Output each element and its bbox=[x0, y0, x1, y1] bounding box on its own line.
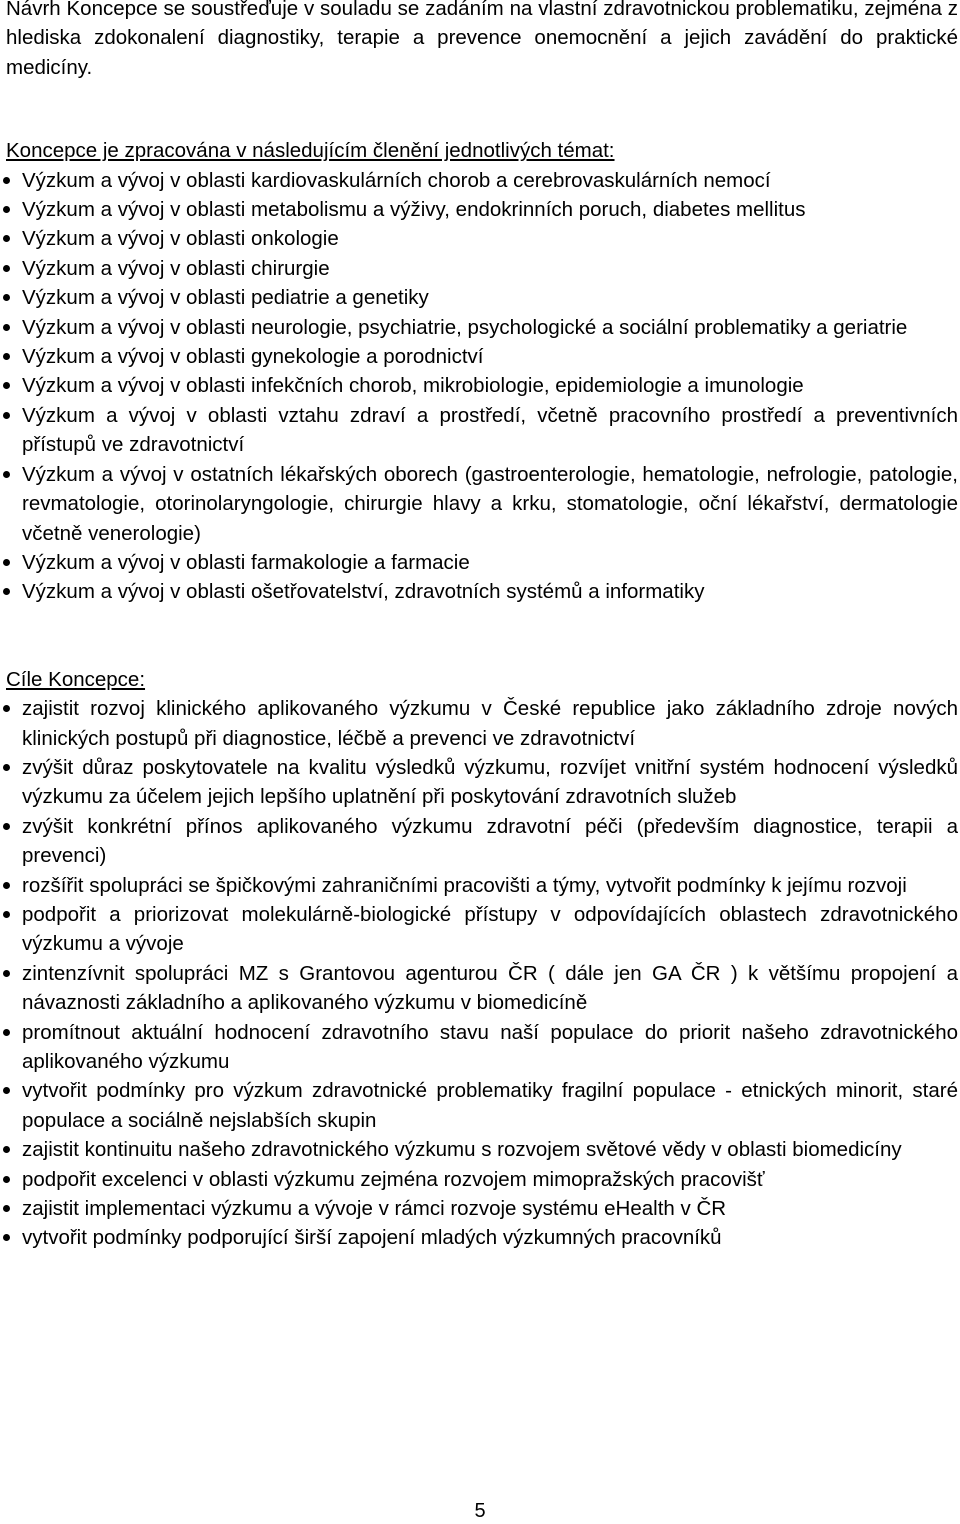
list-item: Výzkum a vývoj v oblasti ošetřovatelství, zdravotních systémů a informatiky bbox=[0, 577, 958, 606]
list-item: rozšířit spolupráci se špičkovými zahraničními pracovišti a týmy, vytvořit podmínky k jejímu rozvoji bbox=[0, 871, 958, 900]
list-item: Výzkum a vývoj v oblasti gynekologie a porodnictví bbox=[0, 342, 958, 371]
list-item: Výzkum a vývoj v oblasti metabolismu a výživy, endokrinních poruch, diabetes mellitus bbox=[0, 195, 958, 224]
page-number: 5 bbox=[474, 1500, 486, 1522]
spacer bbox=[0, 607, 958, 665]
spacer bbox=[0, 82, 958, 136]
topics-heading: Koncepce je zpracována v následujícím členění jednotlivých témat: bbox=[6, 139, 615, 163]
list-item: Výzkum a vývoj v oblasti onkologie bbox=[0, 224, 958, 253]
list-item: zajistit kontinuitu našeho zdravotnického výzkumu s rozvojem světové vědy v oblasti biomedicíny bbox=[0, 1135, 958, 1164]
list-item: zajistit rozvoj klinického aplikovaného výzkumu v České republice jako základního zdroje nových klinických postupů při diagnostice, léčbě a prevenci ve zdravotnictví bbox=[0, 694, 958, 753]
list-item: vytvořit podmínky podporující širší zapojení mladých výzkumných pracovníků bbox=[0, 1223, 958, 1252]
list-item: promítnout aktuální hodnocení zdravotního stavu naší populace do priorit našeho zdravotnického aplikovaného výzkumu bbox=[0, 1018, 958, 1077]
goals-heading: Cíle Koncepce: bbox=[6, 667, 146, 691]
list-item: Výzkum a vývoj v ostatních lékařských oborech (gastroenterologie, hematologie, nefrologie, patologie, revmatologie, otorinolaryngologie, chirurgie hlavy a krku, stomatologie, oční lékařství, dermatologie včetně venerologie) bbox=[0, 460, 958, 548]
list-item: podpořit a priorizovat molekulárně-biologické přístupy v odpovídajících oblastech zdravotnického výzkumu a vývoje bbox=[0, 900, 958, 959]
list-item: vytvořit podmínky pro výzkum zdravotnické problematiky fragilní populace - etnických minorit, staré populace a sociálně nejslabších skupin bbox=[0, 1076, 958, 1135]
list-item: Výzkum a vývoj v oblasti farmakologie a farmacie bbox=[0, 548, 958, 577]
list-item: Výzkum a vývoj v oblasti neurologie, psychiatrie, psychologické a sociální problematiky a geriatrie bbox=[0, 313, 958, 342]
list-item: Výzkum a vývoj v oblasti kardiovaskulárních chorob a cerebrovaskulárních nemocí bbox=[0, 166, 958, 195]
goals-list bbox=[0, 694, 958, 1253]
list-item: zvýšit konkrétní přínos aplikovaného výzkumu zdravotní péči (především diagnostice, terapii a prevenci) bbox=[0, 812, 958, 871]
list-item: Výzkum a vývoj v oblasti vztahu zdraví a prostředí, včetně pracovního prostředí a preventivních přístupů ve zdravotnictví bbox=[0, 401, 958, 460]
list-item: Výzkum a vývoj v oblasti pediatrie a genetiky bbox=[0, 283, 958, 312]
list-item: Výzkum a vývoj v oblasti chirurgie bbox=[0, 254, 958, 283]
list-item: zajistit implementaci výzkumu a vývoje v rámci rozvoje systému eHealth v ČR bbox=[0, 1194, 958, 1223]
list-item: Výzkum a vývoj v oblasti infekčních chorob, mikrobiologie, epidemiologie a imunologie bbox=[0, 371, 958, 400]
list-item: zvýšit důraz poskytovatele na kvalitu výsledků výzkumu, rozvíjet vnitřní systém hodnocení výsledků výzkumu za účelem jejich lepšího uplatnění při poskytování zdravotních služeb bbox=[0, 753, 958, 812]
list-item: podpořit excelenci v oblasti výzkumu zejména rozvojem mimopražských pracovišť bbox=[0, 1165, 958, 1194]
list-item: zintenzívnit spolupráci MZ s Grantovou agenturou ČR ( dále jen GA ČR ) k většímu propojení a návaznosti základního a aplikovaného výzkumu v biomedicíně bbox=[0, 959, 958, 1018]
topics-list bbox=[0, 166, 958, 607]
intro-paragraph: Návrh Koncepce se soustřeďuje v souladu se zadáním na vlastní zdravotnickou problematiku, zejména z hlediska zdokonalení diagnostiky, terapie a prevence onemocnění a jejich zavádění do praktické medicíny. bbox=[6, 0, 958, 79]
